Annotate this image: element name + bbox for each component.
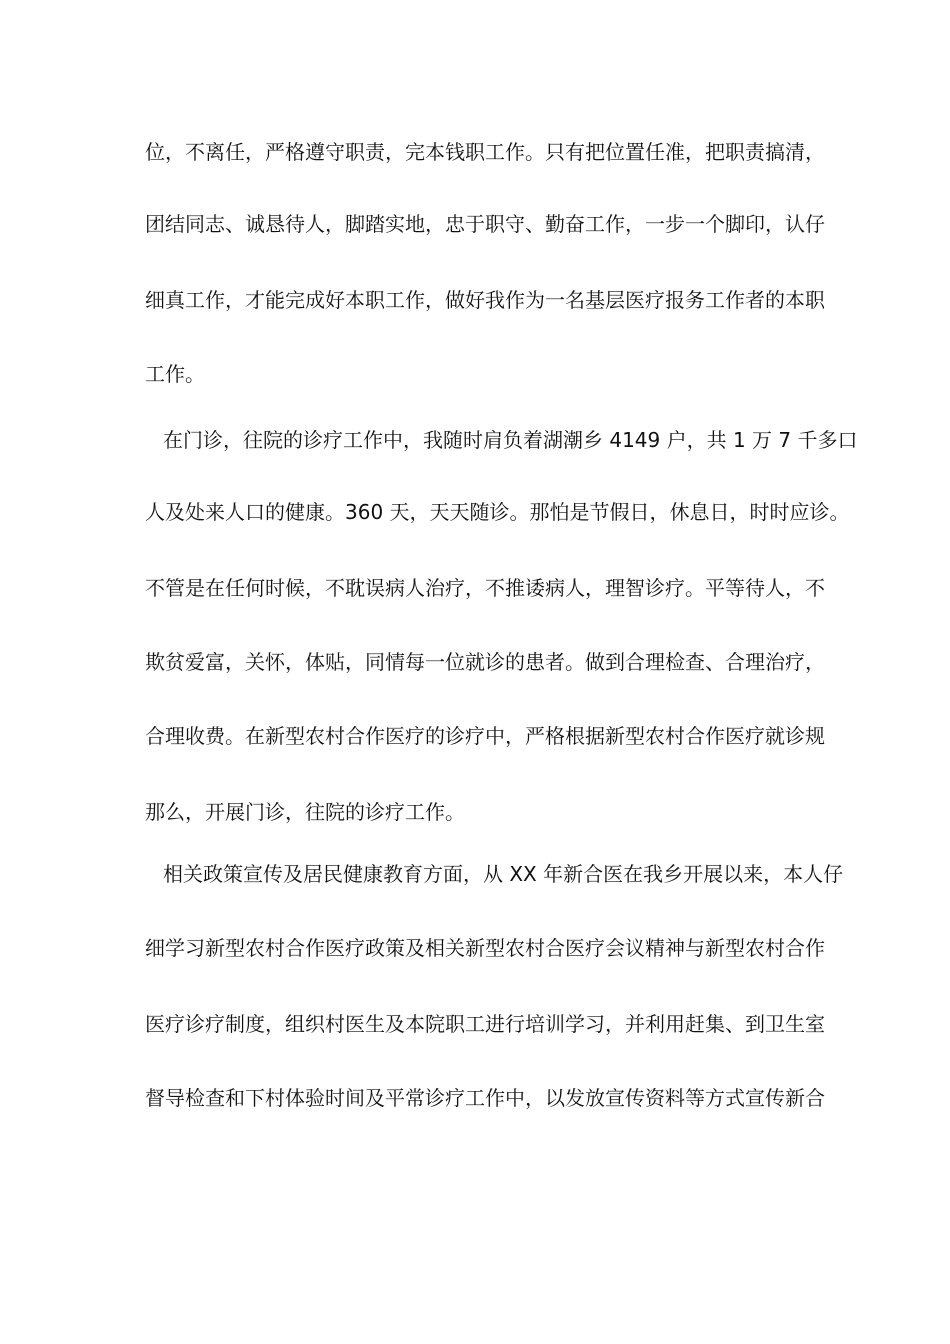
text-line: 团结同志、诚恳待人，脚踏实地，忠于职守、勤奋工作，一步一个脚印，认仔 bbox=[145, 212, 825, 236]
text-line: 那么，开展门诊，往院的诊疗工作。 bbox=[145, 800, 465, 824]
text-line: 人及处来人口的健康。360 天，天天随诊。那怕是节假日，休息日，时时应诊。 bbox=[145, 500, 850, 524]
text-line: 医疗诊疗制度，组织村医生及本院职工进行培训学习，并利用赶集、到卫生室 bbox=[145, 1012, 825, 1036]
text-line: 在门诊，往院的诊疗工作中，我随时肩负着湖潮乡 4149 户，共 1 万 7 千多口 bbox=[163, 428, 858, 452]
text-line: 细真工作，才能完成好本职工作，做好我作为一名基层医疗报务工作者的本职 bbox=[145, 288, 825, 312]
text-line: 合理收费。在新型农村合作医疗的诊疗中，严格根据新型农村合作医疗就诊规 bbox=[145, 724, 825, 748]
text-line: 不管是在任何时候，不耽误病人治疗，不推诿病人，理智诊疗。平等待人，不 bbox=[145, 576, 825, 600]
text-line: 督导检查和下村体验时间及平常诊疗工作中，以发放宣传资料等方式宣传新合 bbox=[145, 1086, 825, 1110]
text-line: 工作。 bbox=[145, 362, 205, 386]
text-line: 位，不离任，严格遵守职责，完本钱职工作。只有把位置任准，把职责搞清， bbox=[145, 140, 825, 164]
text-line: 欺贫爱富，关怀，体贴，同情每一位就诊的患者。做到合理检查、合理治疗， bbox=[145, 650, 825, 674]
text-line: 细学习新型农村合作医疗政策及相关新型农村合医疗会议精神与新型农村合作 bbox=[145, 936, 825, 960]
text-line: 相关政策宣传及居民健康教育方面，从 XX 年新合医在我乡开展以来，本人仔 bbox=[163, 862, 844, 886]
